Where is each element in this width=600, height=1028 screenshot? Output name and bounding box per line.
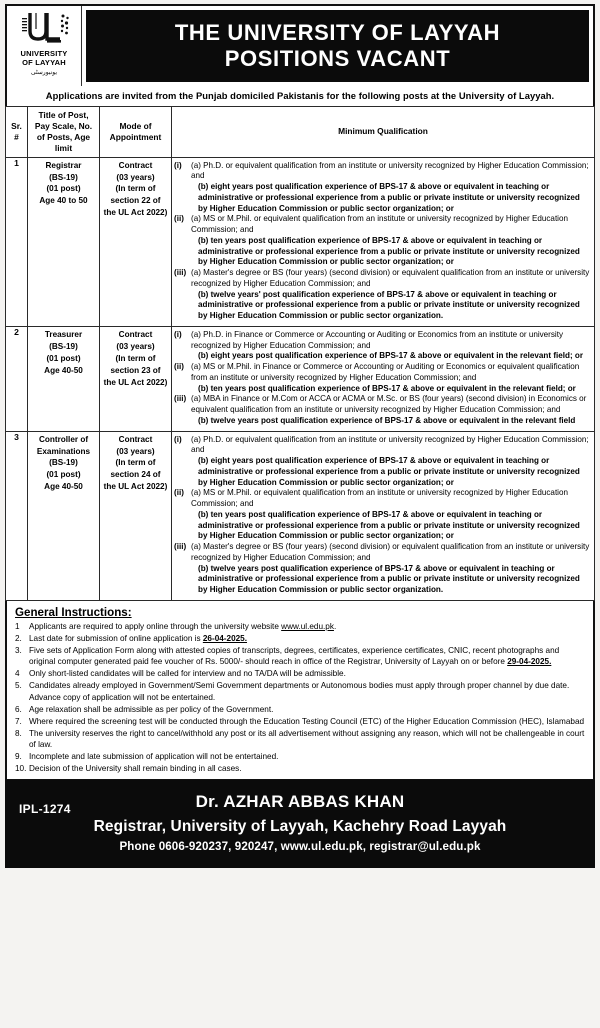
cell-post-title [28,326,100,431]
intro-text: Applications are invited from the Punjab domiciled Pakistanis for the following posts at the University of Layyah. [5,86,595,106]
instruction-text [29,751,586,762]
qualification-clause: (a) Master's degree or BS (four years) (second division) or equivalent qualification from an institute or university recognized by Higher Education Commission; and [191,268,590,288]
instruction-text-main: Candidates already employed in Government/Semi Government departments or Autonomous bodies must apply through proper channel by due date. Advance copy of application will not be entertained. [29,681,570,702]
instruction-number: 6. [15,704,22,714]
post-line: Examinations [36,446,91,456]
qualification-number: (i) [174,329,182,339]
instruction-text [29,621,586,632]
post-line: (BS-19) [49,458,78,468]
instruction-number: 2. [15,633,22,643]
col-header-qualification: Minimum Qualification [172,107,595,158]
instruction-number: 8. [15,728,22,738]
qualification-item [174,488,591,542]
post-line: (01 post) [46,470,81,480]
mode-line: the UL Act 2022) [103,208,168,218]
instruction-item [15,716,586,727]
table-row [6,326,595,431]
qualification-number: (i) [174,160,182,170]
instruction-text-main: Where required the screening test will be conducted through the Education Testing Council (ETC) of the Higher Education Commission (HEC), Islamabad [29,716,585,726]
qualification-body [191,268,591,322]
qualification-item [174,362,591,394]
qualification-body [191,435,591,489]
mode-line: the UL Act 2022) [103,377,168,387]
cell-post-title [28,157,100,326]
instruction-item [15,680,586,703]
qualification-clause: (b) eight years post qualification experience of BPS-17 & above or equivalent in teaching or administrative or professional experience from a public or private institute or university recognized by Higher Education Commission or public sector organization; or [198,182,580,213]
mode-line: Contract [118,329,153,339]
qualification-clause: (b) twelve years' post qualification experience of BPS-17 & above or equivalent in teaching or administrative or professional experience from a public or private institute or university recognized by Higher Education Commission or public sector organization. [198,289,580,321]
mode-line: (03 years) [116,172,155,182]
mode-line: section 24 of [110,470,161,480]
instruction-text-main: Last date for submission of online application is [29,633,203,643]
instruction-text [29,668,586,679]
page-header [5,4,595,86]
signatory-name: Dr. AZHAR ABBAS KHAN [195,792,405,812]
cell-minimum-qualification [172,326,595,431]
instruction-item [15,633,586,644]
qualification-clause: (b) eight years post qualification experience of BPS-17 & above or equivalent in the relevant field; or [198,351,583,361]
general-instructions [5,601,595,780]
table-row [6,157,595,326]
vacancy-table [5,106,595,601]
mode-line: (In term of [115,458,156,468]
qualification-clause: (b) ten years post qualification experience of BPS-17 & above or equivalent in teaching or administrative or professional experience from a public or private institute or university recognized by Higher Education Commission or public sector organization; or [198,235,580,267]
signatory-role: Registrar, University of Layyah, Kachehry Road Layyah [93,817,507,835]
mode-line: section 23 of [110,365,161,375]
qualification-item [174,542,591,596]
qualification-clause: (a) Master's degree or BS (four years) (second division) or equivalent qualification from an institute or university recognized by Higher Education Commission; and [191,542,590,562]
instruction-item [15,621,586,632]
instruction-emphasis: 26-04-2025. [202,633,248,643]
qualification-body [191,542,591,596]
col-header-title: Title of Post, Pay Scale, No. of Posts, Age limit [28,107,100,158]
mode-line: (In term of [115,353,156,363]
instruction-text [29,633,586,644]
col-header-mode: Mode of Appointment [100,107,172,158]
table-header-row [6,107,595,158]
mode-line: Contract [118,160,153,170]
qualification-item [174,161,591,215]
ipl-code: IPL-1274 [19,802,71,817]
post-line: Controller of [38,434,89,444]
title-banner [86,10,589,82]
qualification-number: (iii) [174,394,187,404]
qualification-clause: (b) ten years post qualification experience of BPS-17 & above or equivalent in teaching or administrative or professional experience from a public or private institute or university recognized by Higher Education Commission or public sector organization; or [198,509,580,541]
qualification-item [174,330,591,362]
mode-line: Contract [118,434,153,444]
instruction-item [15,704,586,715]
post-line: Treasurer [44,329,83,339]
qualification-body [191,362,591,394]
post-line: Age 40-50 [44,482,83,492]
university-logo [7,6,82,86]
qualification-body [191,488,591,542]
instruction-text-main: Decision of the University shall remain binding in all cases. [29,764,242,774]
instruction-text-main: Applicants are required to apply online through the university website [29,621,282,631]
qualification-body [191,214,591,268]
instruction-number: 3. [15,645,22,655]
mode-line: (03 years) [116,446,155,456]
instruction-item [15,668,586,679]
qualification-body [191,161,591,215]
cell-mode-of-appointment [100,431,172,600]
instruction-number: 5. [15,681,22,691]
page-footer [5,780,595,868]
instruction-item [15,728,586,751]
instruction-text-main: Incomplete and late submission of application will not be entertained. [29,752,279,762]
cell-mode-of-appointment [100,326,172,431]
cell-serial: 3 [6,431,28,600]
post-line: (01 post) [46,184,81,194]
qualification-number: (ii) [174,214,184,224]
mode-line: the UL Act 2022) [103,482,168,492]
instruction-item [15,763,586,774]
cell-post-title [28,431,100,600]
qualification-clause: (b) ten years post qualification experience of BPS-17 & above or equivalent in the relevant field; or [198,383,576,393]
cell-serial: 1 [6,157,28,326]
post-line: (BS-19) [49,172,78,182]
instruction-number: 4 [15,669,20,679]
col-header-sr [6,107,28,158]
instruction-text-main: Age relaxation shall be admissible as per policy of the Government. [29,704,274,714]
qualification-body [191,394,591,426]
table-row [6,431,595,600]
qualification-number: (ii) [174,488,184,498]
page-title-line2: POSITIONS VACANT [224,46,451,71]
instruction-text-main: Five sets of Application Form along with attested copies of transcripts, degrees, certificates, experience certificates, CNIC, recent photographs and original computer generated paid fee voucher of Rs. 5000/- should reach in office of the Registrar, University of Layyah on or before [29,645,560,667]
logo-monogram-icon [16,9,72,49]
mode-line: (In term of [115,184,156,194]
instruction-text-tail: . [333,621,337,631]
qualification-clause: (a) MS or M.Phil. or equivalent qualification from an institute or university recognized by Higher Education Commission; and [191,488,568,509]
instruction-text [29,680,586,703]
instruction-emphasis: 29-04-2025. [507,657,552,667]
qualification-body [191,330,591,362]
instruction-text [29,716,586,727]
logo-name-line2: OF LAYYAH [22,58,66,68]
cell-mode-of-appointment [100,157,172,326]
qualification-clause: (a) Ph.D. in Finance or Commerce or Accounting or Auditing or Economics from an institute or university recognized by Higher Education Commission; and [191,329,564,350]
page-title-line1: THE UNIVERSITY OF LAYYAH [174,20,501,46]
instruction-number: 10. [15,764,27,774]
qualification-clause: (a) Ph.D. or equivalent qualification from an institute or university recognized by Higher Education Commission; and [191,160,589,181]
post-line: Age 40 to 50 [39,196,88,206]
qualification-number: (ii) [174,362,184,372]
post-line: Registrar [45,160,82,170]
qualification-item [174,214,591,268]
qualification-clause: (a) MS or M.Phil. in Finance or Commerce or Accounting or Auditing or Economics or equivalent qualification from an institute or university recognized by Higher Education Commission; and [191,362,580,382]
qualification-item [174,268,591,322]
qualification-item [174,435,591,489]
contact-line: Phone 0606-920237, 920247, www.ul.edu.pk, registrar@ul.edu.pk [119,840,481,854]
qualification-item [174,394,591,426]
instruction-number: 9. [15,752,22,762]
instruction-number: 7. [15,716,22,726]
instruction-text [29,645,586,668]
instruction-text [29,763,586,774]
qualification-clause: (a) Ph.D. or equivalent qualification from an institute or university recognized by Higher Education Commission; and [191,434,589,455]
logo-urdu-text: یونیورسٹی [30,69,58,76]
instruction-text-main: The university reserves the right to cancel/withhold any post or its all advertisement without assigning any reason, which will not be challengeable in court of law. [29,728,585,750]
col-header-sr-l2: # [14,131,19,142]
instruction-text-main: Only short-listed candidates will be called for interview and no TA/DA will be admissible. [29,669,346,679]
instruction-text [29,704,586,715]
post-line: Age 40-50 [44,365,83,375]
qualification-number: (iii) [174,268,187,278]
post-line: (BS-19) [49,341,78,351]
mode-line: section 22 of [110,196,161,206]
mode-line: (03 years) [116,341,155,351]
cell-minimum-qualification [172,157,595,326]
instruction-number: 1 [15,621,20,631]
qualification-clause: (a) MBA in Finance or M.Com or ACCA or ACMA or M.Sc. or BS (four years) (second division) in Economics or equivalent qualification from an institute or university recognized by Higher Education Commission; and [191,394,587,415]
post-line: (01 post) [46,353,81,363]
general-instructions-heading: General Instructions: [15,605,132,619]
instruction-link[interactable]: www.ul.edu.pk [281,621,334,631]
col-header-sr-l1: Sr. [11,120,22,131]
qualification-clause: (a) MS or M.Phil. or equivalent qualification from an institute or university recognized by Higher Education Commission; and [191,214,568,235]
qualification-clause: (b) twelve years post qualification experience of BPS-17 & above or equivalent in teaching or administrative or professional experience from a public or private institute or university recognized by Higher Education Commission or public sector organization. [198,563,580,595]
logo-name-line1: UNIVERSITY [20,49,68,58]
qualification-clause: (b) twelve years post qualification experience of BPS-17 & above or equivalent in the relevant field [198,415,576,425]
cell-minimum-qualification [172,431,595,600]
qualification-clause: (b) eight years post qualification experience of BPS-17 & above or equivalent in teaching or administrative or professional experience from a public or private institute or university recognized by Higher Education Commission or public sector organization; or [198,456,580,487]
qualification-number: (iii) [174,542,187,552]
cell-serial: 2 [6,326,28,431]
instruction-item [15,751,586,762]
qualification-number: (i) [174,434,182,444]
instruction-text [29,728,586,751]
instruction-item [15,645,586,668]
